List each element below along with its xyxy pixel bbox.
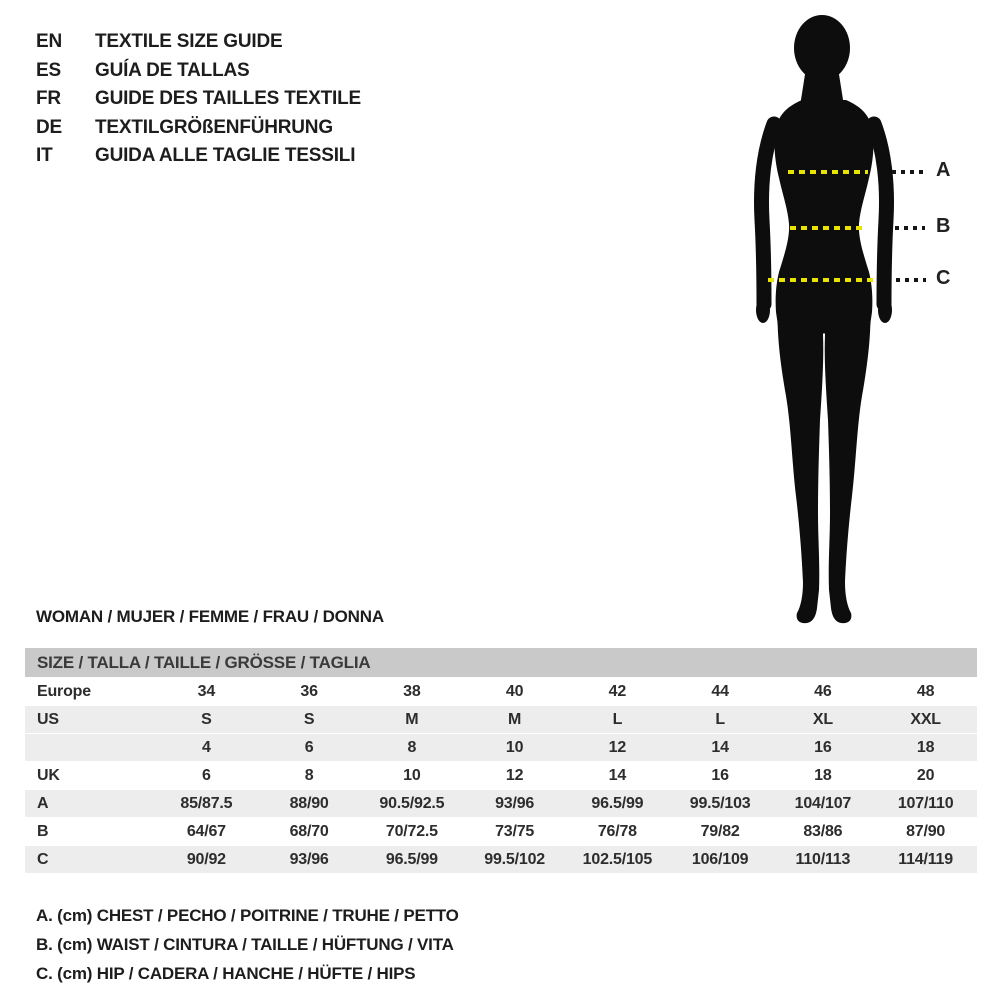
language-code: EN — [36, 31, 62, 53]
row-label: A — [37, 794, 49, 812]
language-title: GUIDE DES TAILLES TEXTILE — [95, 88, 361, 110]
size-cell: 93/96 — [289, 850, 329, 868]
size-cell: 20 — [916, 766, 935, 784]
language-list — [36, 28, 361, 171]
table-row-uk — [25, 761, 977, 789]
size-cell: 14 — [711, 738, 729, 756]
row-label: C — [37, 850, 49, 868]
waist-dash-to-label — [895, 226, 925, 230]
size-cell: 83/86 — [803, 822, 843, 840]
size-cell: 40 — [505, 682, 524, 700]
size-cell: 114/119 — [898, 850, 953, 868]
language-code: FR — [36, 88, 61, 110]
legend-hip: C. (cm) HIP / CADERA / HANCHE / HÜFTE / HIPS — [36, 963, 416, 983]
table-row-us — [25, 705, 977, 733]
table-row-chest-a — [25, 789, 977, 817]
row-label: UK — [37, 766, 60, 784]
size-cell: 8 — [304, 766, 314, 784]
size-cell: 16 — [814, 738, 832, 756]
table-row-us-numeric — [25, 733, 977, 761]
size-cell: 44 — [711, 682, 729, 700]
size-cell: 10 — [505, 738, 524, 756]
size-cell: 85/87.5 — [180, 794, 233, 812]
size-cell: 14 — [608, 766, 627, 784]
size-cell: 12 — [608, 738, 627, 756]
size-cell: 88/90 — [289, 794, 329, 812]
language-title: GUÍA DE TALLAS — [95, 59, 250, 81]
size-cell: 110/113 — [795, 850, 851, 868]
language-title: TEXTILE SIZE GUIDE — [95, 31, 283, 53]
chest-dash-on-body — [788, 170, 868, 174]
measurement-figure — [748, 10, 983, 635]
language-row-de — [36, 114, 361, 143]
table-row-europe — [25, 677, 977, 705]
size-cell: 16 — [711, 766, 729, 784]
size-cell: 107/110 — [897, 794, 954, 812]
size-cell: 79/82 — [700, 822, 740, 840]
size-cell: 8 — [407, 738, 417, 756]
woman-silhouette-icon — [748, 10, 908, 625]
language-row-en — [36, 28, 361, 57]
row-label: Europe — [37, 682, 91, 700]
row-label: US — [37, 710, 59, 728]
size-cell: L — [715, 710, 725, 728]
size-cell: 12 — [505, 766, 524, 784]
section-title-woman: WOMAN / MUJER / FEMME / FRAU / DONNA — [36, 607, 384, 626]
marker-letter-b: B — [936, 215, 951, 237]
hip-dash-to-label — [896, 278, 926, 282]
legend-chest: A. (cm) CHEST / PECHO / POITRINE / TRUHE / PETTO — [36, 905, 459, 925]
size-cell: 93/96 — [495, 794, 535, 812]
size-table-header: SIZE / TALLA / TAILLE / GRÖSSE / TAGLIA — [25, 648, 977, 677]
marker-letter-c: C — [936, 267, 951, 289]
table-row-waist-b — [25, 817, 977, 845]
size-cell: 46 — [814, 682, 832, 700]
language-row-fr — [36, 85, 361, 114]
size-cell: M — [405, 710, 419, 728]
size-cell: 4 — [202, 738, 211, 756]
size-cell: 18 — [814, 766, 832, 784]
size-cell: 70/72.5 — [385, 822, 438, 840]
size-cell: 76/78 — [597, 822, 637, 840]
language-code: DE — [36, 116, 62, 138]
size-cell: 38 — [403, 682, 421, 700]
language-row-it — [36, 142, 361, 171]
hip-dash-on-body — [768, 278, 876, 282]
language-code: ES — [36, 59, 61, 81]
size-cell: 34 — [197, 682, 216, 700]
size-cell: 106/109 — [691, 850, 749, 868]
language-title: GUIDA ALLE TAGLIE TESSILI — [95, 145, 356, 167]
size-cell: S — [303, 710, 315, 728]
size-cell: 99.5/102 — [484, 850, 545, 868]
marker-letter-a: A — [936, 159, 951, 181]
size-cell: 96.5/99 — [385, 850, 438, 868]
table-row-hip-c — [25, 845, 977, 873]
size-cell: 99.5/103 — [689, 794, 751, 812]
size-cell: 73/75 — [495, 822, 535, 840]
size-table — [25, 648, 977, 873]
size-cell: 18 — [916, 738, 935, 756]
size-cell: 90.5/92.5 — [379, 794, 445, 812]
size-cell: 87/90 — [906, 822, 946, 840]
waist-dash-on-body — [790, 226, 862, 230]
measurement-legend — [36, 901, 459, 988]
size-cell: 10 — [403, 766, 421, 784]
language-title: TEXTILGRÖßENFÜHRUNG — [95, 116, 333, 138]
size-cell: 102.5/105 — [582, 850, 653, 868]
size-cell: S — [201, 710, 212, 728]
size-cell: 48 — [916, 682, 935, 700]
size-cell: 36 — [300, 682, 318, 700]
size-cell: 6 — [202, 766, 211, 784]
size-cell: M — [508, 710, 522, 728]
legend-waist: B. (cm) WAIST / CINTURA / TAILLE / HÜFTUNG / VITA — [36, 934, 454, 954]
size-cell: 96.5/99 — [591, 794, 644, 812]
size-cell: XXL — [910, 710, 941, 728]
size-cell: 90/92 — [186, 850, 226, 868]
size-cell: XL — [812, 710, 833, 728]
size-cell: 64/67 — [186, 822, 226, 840]
language-code: IT — [36, 145, 53, 167]
row-label: B — [37, 822, 49, 840]
size-cell: 68/70 — [289, 822, 329, 840]
chest-dash-to-label — [892, 170, 925, 174]
size-cell: 42 — [608, 682, 627, 700]
size-cell: 6 — [304, 738, 314, 756]
size-cell: L — [612, 710, 623, 728]
size-cell: 104/107 — [794, 794, 852, 812]
language-row-es — [36, 57, 361, 86]
